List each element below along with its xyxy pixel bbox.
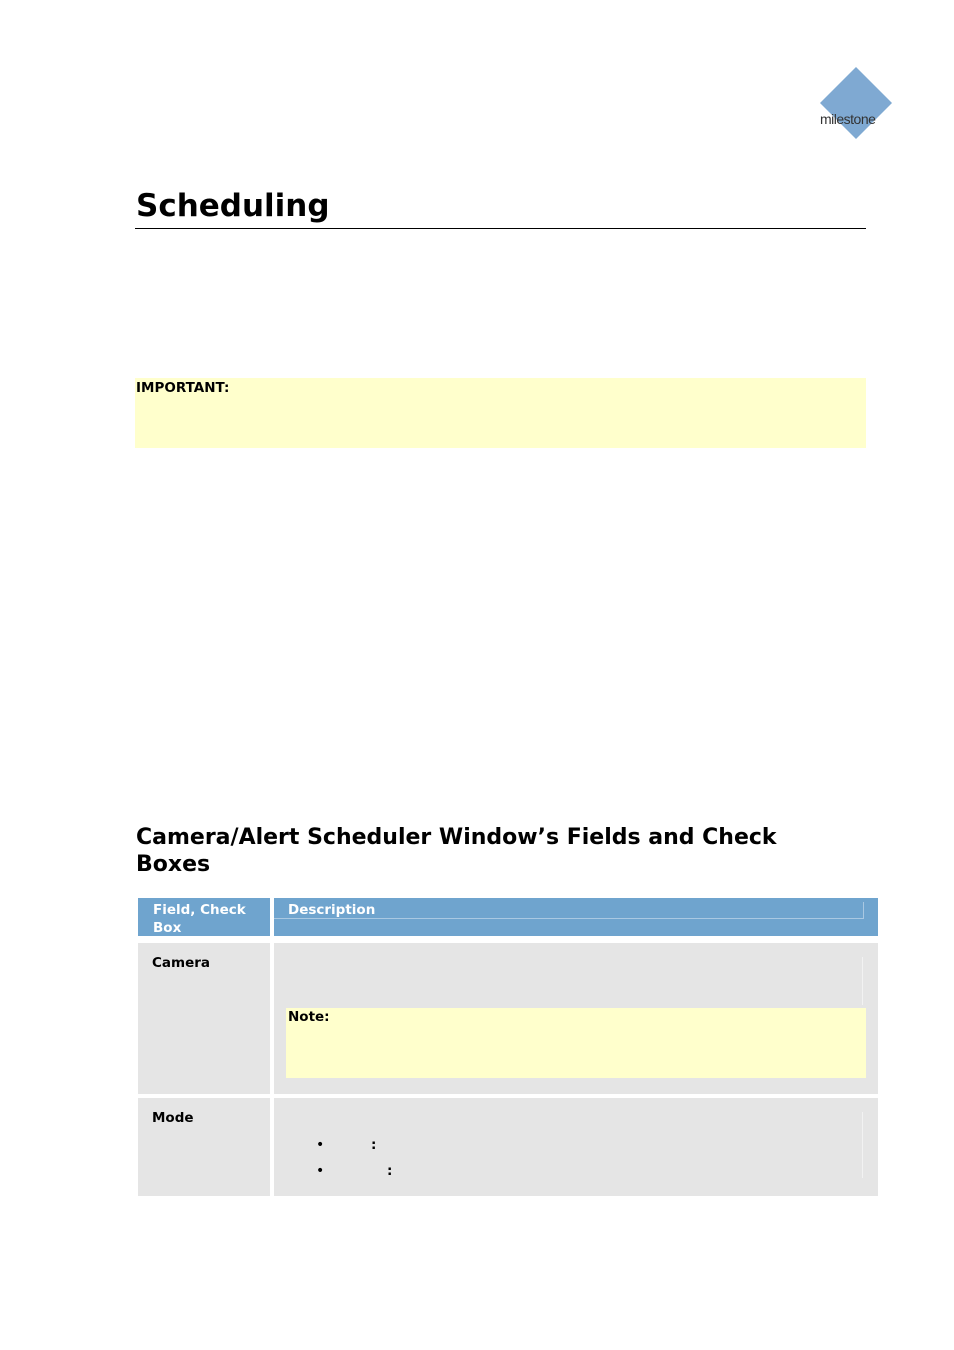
table-header-field: [138, 898, 270, 936]
list-item-bullet: •: [316, 1137, 325, 1153]
list-item-colon: :: [387, 1163, 393, 1179]
milestone-logo: [812, 66, 900, 142]
note-label: Note:: [288, 1009, 330, 1025]
header-inner-divider: [274, 918, 863, 919]
important-callout: [135, 378, 866, 448]
note-callout: [286, 1008, 866, 1078]
table-header-description: [274, 898, 878, 936]
list-item-colon: :: [371, 1137, 377, 1153]
important-label: IMPORTANT:: [136, 380, 230, 396]
section-heading: Camera/Alert Scheduler Window’s Fields and Check Boxes: [136, 825, 777, 877]
cell-inner-edge: [862, 957, 863, 1005]
row-label-camera: Camera: [152, 955, 211, 971]
list-item-bullet: •: [316, 1163, 325, 1179]
table-header-description-label: Description: [288, 902, 376, 918]
title-divider: [135, 228, 866, 229]
cell-inner-edge: [862, 1112, 863, 1178]
table-row-mode-field: [138, 1098, 270, 1196]
header-inner-edge: [863, 902, 864, 919]
logo-diamond-icon: [812, 66, 900, 142]
page-title: Scheduling: [136, 188, 330, 224]
row-label-mode: Mode: [152, 1110, 194, 1126]
logo-wordmark: milestone: [820, 111, 876, 127]
table-row-mode-description: [274, 1098, 878, 1196]
table-header-field-label: Field, Check Box: [153, 902, 246, 936]
table-row-camera-field: [138, 943, 270, 1094]
